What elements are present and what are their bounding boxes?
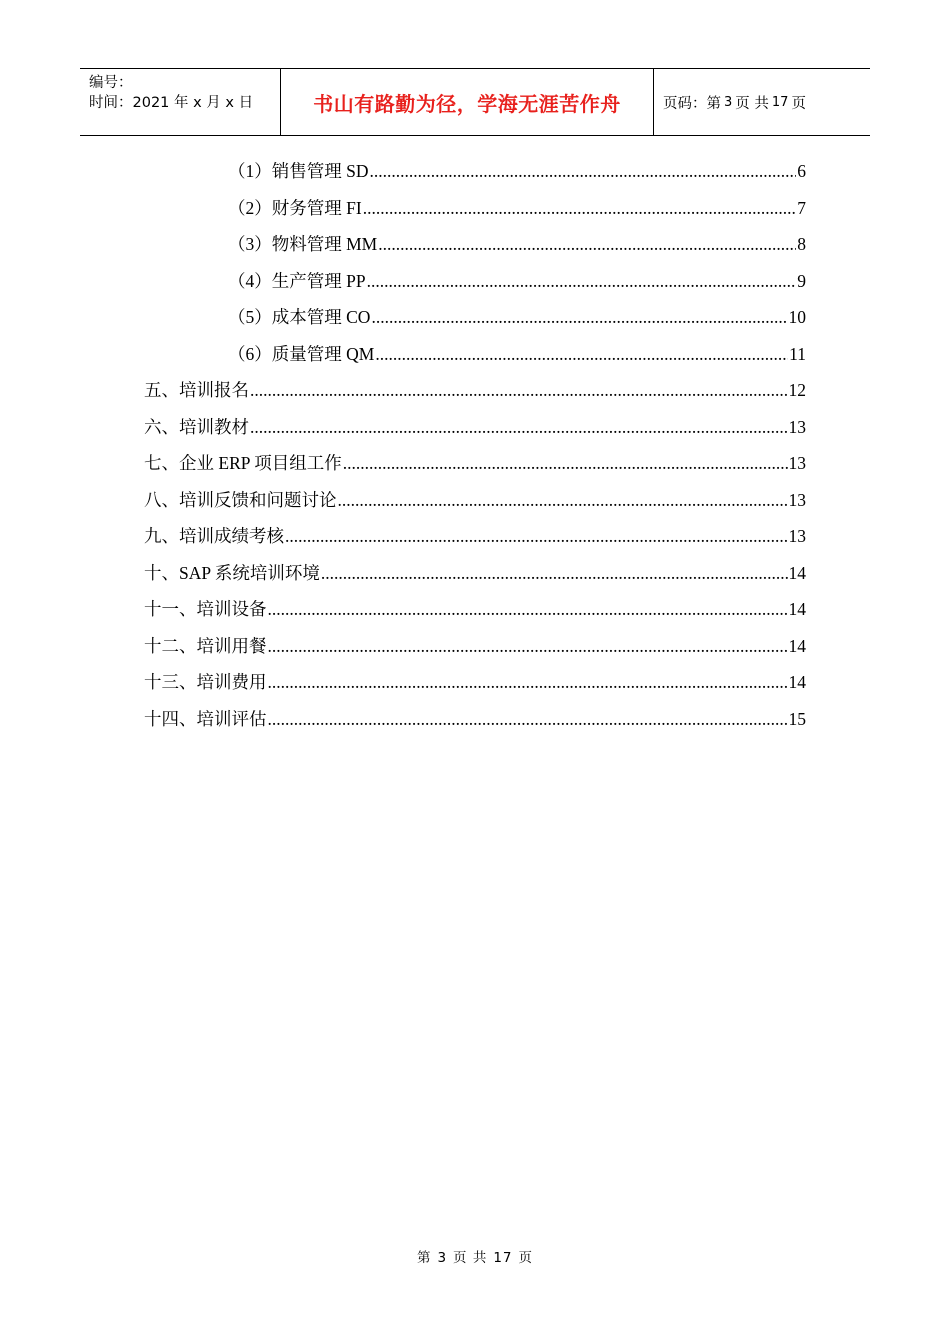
toc-entry[interactable]	[144, 555, 806, 591]
toc-leader-dots	[343, 445, 788, 481]
toc-entry[interactable]	[228, 299, 806, 335]
toc-leader-dots	[268, 628, 788, 664]
toc-entry-label: （4）生产管理 PP	[228, 270, 366, 291]
toc-entry[interactable]	[228, 336, 806, 372]
header-info	[80, 69, 281, 135]
toc-entry-label: （6）质量管理 QM	[228, 343, 375, 364]
toc-entry-page: 13	[788, 416, 806, 437]
header-page-info	[654, 69, 870, 135]
toc-entry-label: 五、培训报名	[144, 380, 249, 400]
toc-entry-label: （3）物料管理 MM	[228, 234, 378, 254]
header-motto: 书山有路勤为径，学海无涯苦作舟	[281, 69, 654, 135]
toc-entry-label: （2）财务管理 FI	[228, 197, 362, 218]
toc-leader-dots	[375, 336, 788, 372]
toc-entry[interactable]	[144, 372, 806, 408]
toc-leader-dots	[285, 518, 788, 554]
header-page-total: 17	[771, 94, 789, 110]
header-page-prefix: 页码：第	[663, 95, 721, 112]
toc-leader-dots	[363, 190, 797, 226]
toc-entry-page: 14	[788, 635, 806, 656]
toc-entry[interactable]	[228, 226, 806, 262]
footer-current: 3	[437, 1250, 448, 1266]
toc-entry-page: 11	[789, 343, 806, 364]
toc-entry-label: 九、培训成绩考核	[144, 526, 284, 546]
toc-leader-dots	[378, 226, 796, 262]
toc-entry-page: 14	[788, 672, 806, 692]
toc-leader-dots	[338, 482, 788, 518]
toc-entry-page: 9	[797, 270, 806, 291]
toc-entry-page: 15	[788, 708, 806, 729]
toc-entry-label: 十四、培训评估	[144, 708, 267, 729]
toc-entry[interactable]	[144, 482, 806, 518]
toc-entry[interactable]	[144, 701, 806, 737]
toc-entry-page: 6	[797, 161, 806, 181]
toc-entry-label: （5）成本管理 CO	[228, 307, 371, 327]
toc-entry[interactable]	[144, 518, 806, 554]
toc-leader-dots	[371, 299, 787, 335]
toc-entry[interactable]	[228, 190, 806, 226]
footer-total: 17	[493, 1250, 513, 1266]
toc-entry[interactable]	[144, 628, 806, 664]
toc-entry-label: 十二、培训用餐	[144, 635, 267, 656]
toc-leader-dots	[268, 591, 788, 627]
toc-entry[interactable]	[228, 153, 806, 189]
toc-entry-page: 7	[797, 197, 806, 218]
toc-entry-page: 10	[788, 307, 806, 327]
page-footer	[0, 1246, 950, 1266]
toc-entry[interactable]	[144, 409, 806, 445]
footer-mid: 页 共	[453, 1250, 488, 1266]
toc-leader-dots	[370, 153, 797, 189]
footer-suffix: 页	[518, 1250, 534, 1266]
toc-leader-dots	[250, 372, 788, 408]
toc-entry-page: 13	[788, 453, 806, 473]
toc-entry-page: 14	[788, 562, 806, 583]
toc-leader-dots	[250, 409, 788, 445]
toc-leader-dots	[268, 701, 788, 737]
toc-entry[interactable]	[144, 445, 806, 481]
toc-entry-page: 13	[788, 526, 806, 546]
toc-entry[interactable]	[144, 591, 806, 627]
document-time-label: 时间：2021 年 x 月 x 日	[89, 95, 254, 111]
document-number-label: 编号：	[89, 75, 133, 91]
toc-entry-label: 六、培训教材	[144, 416, 249, 437]
toc-entry-label: 七、企业 ERP 项目组工作	[144, 453, 342, 473]
header-page-suffix: 页	[791, 95, 806, 112]
toc-entry-label: （1）销售管理 SD	[228, 161, 369, 181]
toc-entry-label: 十、SAP 系统培训环境	[144, 562, 320, 583]
toc-leader-dots	[321, 555, 788, 591]
toc-entry[interactable]	[228, 263, 806, 299]
toc-entry-page: 13	[788, 489, 806, 510]
toc-entry-label: 八、培训反馈和问题讨论	[144, 489, 337, 510]
toc-entry-label: 十一、培训设备	[144, 599, 267, 619]
header-page-current: 3	[724, 94, 733, 110]
toc-entry-page: 12	[788, 380, 806, 400]
page-header	[80, 68, 870, 136]
toc-leader-dots	[367, 263, 797, 299]
toc-entry-label: 十三、培训费用	[144, 672, 267, 692]
footer-prefix: 第	[416, 1250, 432, 1266]
header-page-mid: 页 共	[735, 95, 769, 112]
toc-entry-page: 8	[797, 234, 806, 254]
toc-leader-dots	[268, 664, 788, 700]
toc-entry-page: 14	[788, 599, 806, 619]
toc-entry[interactable]	[144, 664, 806, 700]
